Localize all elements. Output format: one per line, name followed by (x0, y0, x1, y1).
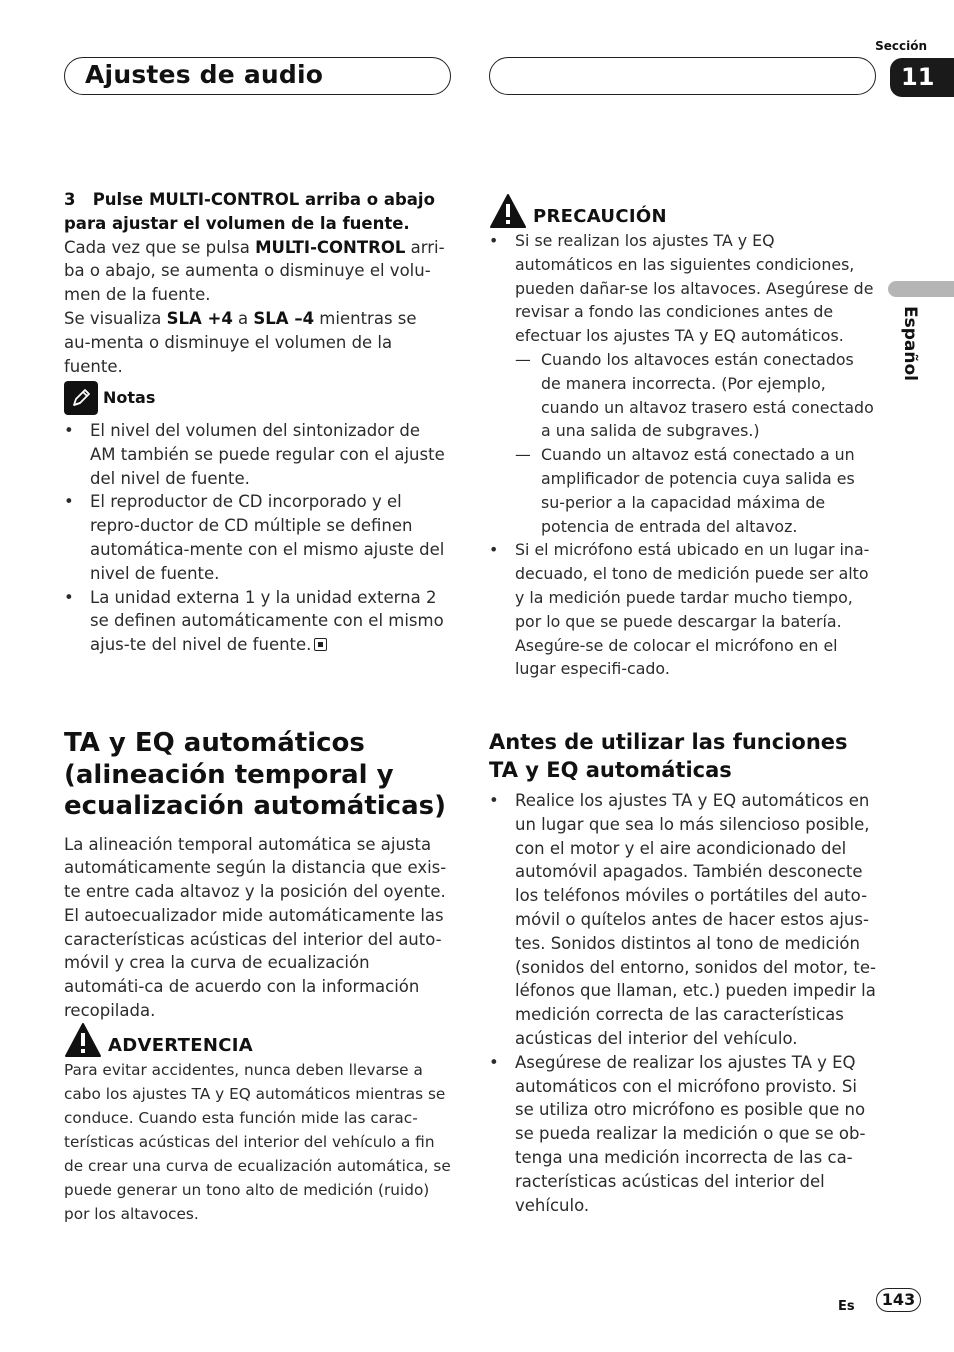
before-use-item: • Asegúrese de realizar los ajustes TA y EQ automáticos con el micrófono provisto. Si se utiliza otro micrófono es posible que no se pueda realizar la medición o que se ob-tenga una medición incorrecta de las ca-racterísticas acústicas del interior del vehículo. (489, 1051, 877, 1218)
warning-label: ADVERTENCIA (108, 1035, 253, 1056)
notes-header (64, 381, 448, 415)
header-empty-box (489, 57, 876, 95)
caution-item: • Si el micrófono está ubicado en un lugar ina-decuado, el tono de medición puede ser alto y la medición puede tardar mucho tiempo, por lo que se puede descargar la batería. Asegúre-se de colocar el micrófono en el lugar especifi-cado. (489, 538, 877, 681)
step-3-paragraph-2: Se visualiza SLA +4 a SLA –4 mientras se au-menta o disminuye el volumen de la fuente. (64, 308, 417, 376)
ta-eq-heading: TA y EQ automáticos (alineación temporal y ecualización automáticas) (64, 728, 446, 821)
ta-eq-body: La alineación temporal automática se ajusta automáticamente según la distancia que exis-te entre cada altavoz y la posición del oyente. El autoecualizador mide automáticamente las características acústicas del interior del auto-móvil y crea la curva de ecualización automáti-ca de acuerdo con la información recopilada. (64, 834, 447, 1021)
caution-header (489, 193, 877, 229)
footer-language-code: Es (838, 1299, 855, 1314)
caution-item: • Si se realizan los ajustes TA y EQ automáticos en las siguientes condiciones, pueden dañar-se los altavoces. Asegúrese de revisar a fondo las condiciones antes de efectuar los ajustes TA y EQ automáticos. — Cuando los altavoces están conectados de manera incorrecta. (Por ejemplo, cuando un altavoz trasero está conectado a una salida de subgraves.) — Cuando un altavoz está conectado a un amplificador de potencia cuya salida es su-perior a la capacidad máxima de potencia de entrada del altavoz. (489, 229, 877, 538)
warning-triangle-icon (64, 1022, 102, 1058)
notes-label: Notas (103, 388, 156, 408)
header-title-box (64, 57, 451, 95)
caution-block (489, 193, 877, 681)
pencil-note-icon (64, 381, 98, 415)
note-item: • El nivel del volumen del sintonizador de AM también se puede regular con el ajuste del nivel de fuente. (64, 419, 448, 490)
warning-header (64, 1022, 452, 1058)
page-number: 143 (876, 1288, 921, 1312)
warning-block (64, 1022, 452, 1226)
note-item: • La unidad externa 1 y la unidad externa 2 se definen automáticamente con el mismo ajus-te del nivel de fuente. (64, 586, 448, 657)
ta-eq-section (64, 728, 452, 1023)
notes-list (64, 419, 448, 657)
before-use-section (489, 728, 877, 1217)
notes-block (64, 381, 448, 657)
step-3-title: 3 Pulse MULTI-CONTROL arriba o abajo para ajustar el volumen de la fuente. (64, 190, 435, 233)
caution-triangle-icon (489, 193, 527, 229)
before-use-item: • Realice los ajustes TA y EQ automáticos en un lugar que sea lo más silencioso posible, con el motor y el aire acondicionado del automóvil apagados. También desconecte los teléfonos móviles o portátiles del auto-móvil o quítelos antes de hacer estos ajus-tes. Sonidos distintos al tono de medición (sonidos del entorno, sonidos del motor, te-léfonos que llaman, etc.) pueden impedir la medición correcta de las características acústicas del interior del vehículo. (489, 789, 877, 1051)
caution-sub-list (515, 348, 877, 538)
caution-sub-item: — Cuando los altavoces están conectados de manera incorrecta. (Por ejemplo, cuando un altavoz trasero está conectado a una salida de subgraves.) (515, 348, 877, 443)
step-3-block (64, 188, 448, 378)
end-of-section-icon (314, 638, 327, 651)
warning-text: Para evitar accidentes, nunca deben llevarse a cabo los ajustes TA y EQ automáticos mientras se conduce. Cuando esta función mide las carac-terísticas acústicas del interior del vehículo a fin de crear una curva de ecualización automática, se puede generar un tono alto de medición (ruido) por los altavoces. (64, 1061, 451, 1223)
caution-label: PRECAUCIÓN (533, 206, 667, 228)
section-number-badge: 11 (890, 58, 954, 97)
step-3-paragraph-1: Cada vez que se pulsa MULTI-CONTROL arri-ba o abajo, se aumenta o disminuye el volu-men de la fuente. (64, 237, 445, 305)
before-use-heading: Antes de utilizar las funciones TA y EQ automáticas (489, 730, 848, 782)
language-tab-marker (888, 281, 954, 297)
caution-list (489, 229, 877, 681)
section-label: Sección (875, 39, 927, 53)
language-label: Español (900, 306, 920, 381)
page-title: Ajustes de audio (85, 60, 324, 89)
before-use-list (489, 789, 877, 1217)
caution-sub-item: — Cuando un altavoz está conectado a un amplificador de potencia cuya salida es su-perior a la capacidad máxima de potencia de entrada del altavoz. (515, 443, 877, 538)
note-item: • El reproductor de CD incorporado y el repro-ductor de CD múltiple se definen automática-mente con el mismo ajuste del nivel de fuente. (64, 490, 448, 585)
